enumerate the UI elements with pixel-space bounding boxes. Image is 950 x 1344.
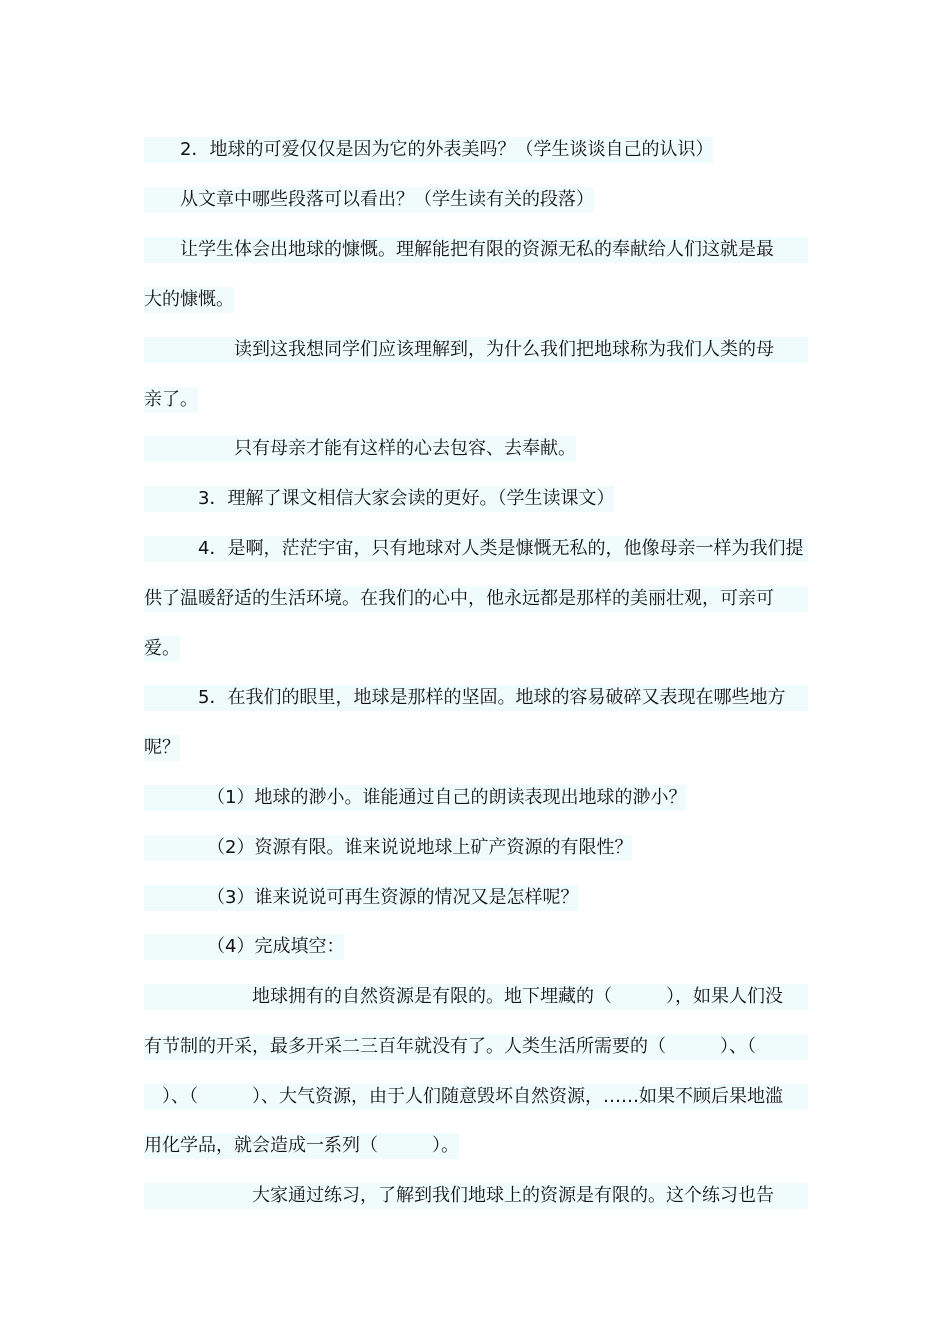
paragraph-line: 大家通过练习，了解到我们地球上的资源是有限的。这个练习也告 — [144, 1183, 808, 1209]
paragraph-line: 用化学品，就会造成一系列（ ）。 — [144, 1133, 459, 1159]
paragraph-line: 从文章中哪些段落可以看出？（学生读有关的段落） — [144, 187, 594, 213]
paragraph-line: 呢？ — [144, 735, 180, 761]
paragraph-line: 爱。 — [144, 636, 180, 662]
paragraph-line: 2．地球的可爱仅仅是因为它的外表美吗？（学生谈谈自己的认识） — [144, 137, 713, 163]
paragraph-line: 5．在我们的眼里，地球是那样的坚固。地球的容易破碎又表现在哪些地方 — [144, 685, 808, 711]
paragraph-line: 大的慷慨。 — [144, 287, 234, 313]
paragraph-line: 有节制的开采，最多开采二三百年就没有了。人类生活所需要的（ ）、（ — [144, 1034, 808, 1060]
paragraph-line: 只有母亲才能有这样的心去包容、去奉献。 — [144, 436, 576, 462]
paragraph-line: （4）完成填空： — [144, 934, 344, 960]
paragraph-line: （1）地球的渺小。谁能通过自己的朗读表现出地球的渺小？ — [144, 785, 686, 811]
paragraph-line: 读到这我想同学们应该理解到，为什么我们把地球称为我们人类的母 — [144, 337, 808, 363]
paragraph-line: （3）谁来说说可再生资源的情况又是怎样呢？ — [144, 885, 578, 911]
paragraph-line: 亲了。 — [144, 387, 198, 413]
paragraph-line: 3．理解了课文相信大家会读的更好。（学生读课文） — [144, 486, 614, 512]
paragraph-line: 地球拥有的自然资源是有限的。地下埋藏的（ ），如果人们没 — [144, 984, 808, 1010]
paragraph-line: 供了温暖舒适的生活环境。在我们的心中，他永远都是那样的美丽壮观，可亲可 — [144, 586, 808, 612]
paragraph-line: 4．是啊，茫茫宇宙，只有地球对人类是慷慨无私的，他像母亲一样为我们提 — [144, 536, 808, 562]
paragraph-line: （2）资源有限。谁来说说地球上矿产资源的有限性？ — [144, 835, 632, 861]
paragraph-line: 让学生体会出地球的慷慨。理解能把有限的资源无私的奉献给人们这就是最 — [144, 237, 808, 263]
paragraph-line: ）、（ ）、大气资源，由于人们随意毁坏自然资源，……如果不顾后果地滥 — [144, 1084, 808, 1110]
